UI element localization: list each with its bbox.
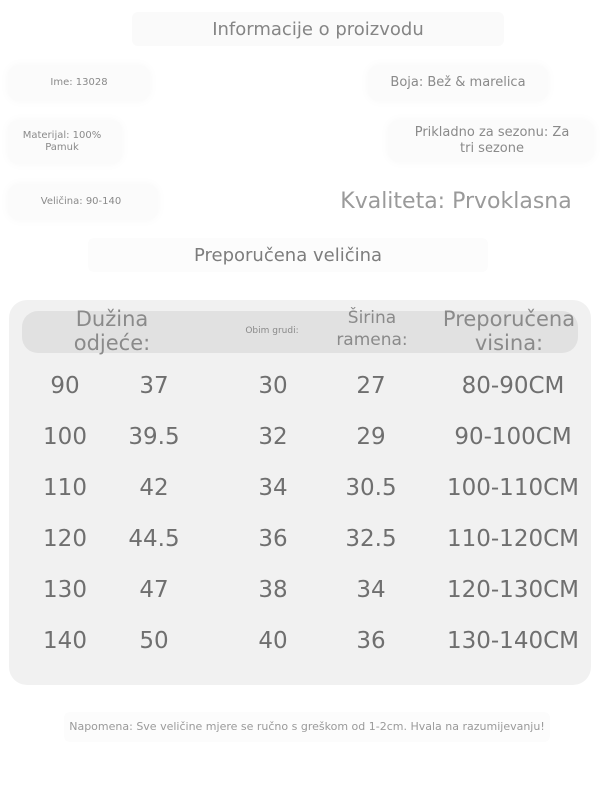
table-cell: 34 xyxy=(258,475,288,501)
table-cell: 110-120CM xyxy=(446,526,579,552)
info-name: Ime: 13028 xyxy=(50,77,108,88)
table-cell: 110 xyxy=(43,475,87,501)
info-material: Materijal: 100% Pamuk xyxy=(22,130,102,153)
table-cell: 90 xyxy=(50,373,80,399)
table-cell: 42 xyxy=(139,475,169,501)
table-cell: 32.5 xyxy=(345,526,397,552)
table-cell: 30 xyxy=(258,373,288,399)
info-color: Boja: Bež & marelica xyxy=(390,75,526,90)
table-cell: 39.5 xyxy=(128,424,180,450)
table-cell: 80-90CM xyxy=(461,373,565,399)
table-cell: 36 xyxy=(258,526,288,552)
table-cell: 100 xyxy=(43,424,87,450)
table-cell: 120 xyxy=(43,526,87,552)
table-cell: 27 xyxy=(356,373,386,399)
table-cell: 140 xyxy=(43,628,87,654)
header-length: Dužina odjeće: xyxy=(73,307,151,355)
table-cell: 34 xyxy=(356,577,386,603)
info-season: Prikladno za sezonu: Za tri sezone xyxy=(414,125,570,156)
table-cell: 29 xyxy=(356,424,386,450)
table-cell: 120-130CM xyxy=(446,577,579,603)
table-cell: 50 xyxy=(139,628,169,654)
section-title: Preporučena veličina xyxy=(88,238,488,272)
info-quality: Kvaliteta: Prvoklasna xyxy=(340,188,572,214)
table-cell: 130 xyxy=(43,577,87,603)
table-cell: 130-140CM xyxy=(446,628,579,654)
table-cell: 40 xyxy=(258,628,288,654)
table-cell: 44.5 xyxy=(128,526,180,552)
table-cell: 38 xyxy=(258,577,288,603)
page-title: Informacije o proizvodu xyxy=(132,12,504,46)
header-shoulder: Širina ramena: xyxy=(336,308,408,350)
table-cell: 47 xyxy=(139,577,169,603)
table-cell: 90-100CM xyxy=(454,424,572,450)
table-cell: 36 xyxy=(356,628,386,654)
table-cell: 30.5 xyxy=(345,475,397,501)
table-cell: 100-110CM xyxy=(446,475,579,501)
table-cell: 37 xyxy=(139,373,169,399)
table-cell: 32 xyxy=(258,424,288,450)
header-chest: Obim grudi: xyxy=(245,325,299,336)
measurement-note: Napomena: Sve veličine mjere se ručno s greškom od 1-2cm. Hvala na razumijevanju! xyxy=(64,712,550,742)
header-height: Preporučena visina: xyxy=(442,307,576,355)
info-size: Veličina: 90-140 xyxy=(40,196,122,207)
